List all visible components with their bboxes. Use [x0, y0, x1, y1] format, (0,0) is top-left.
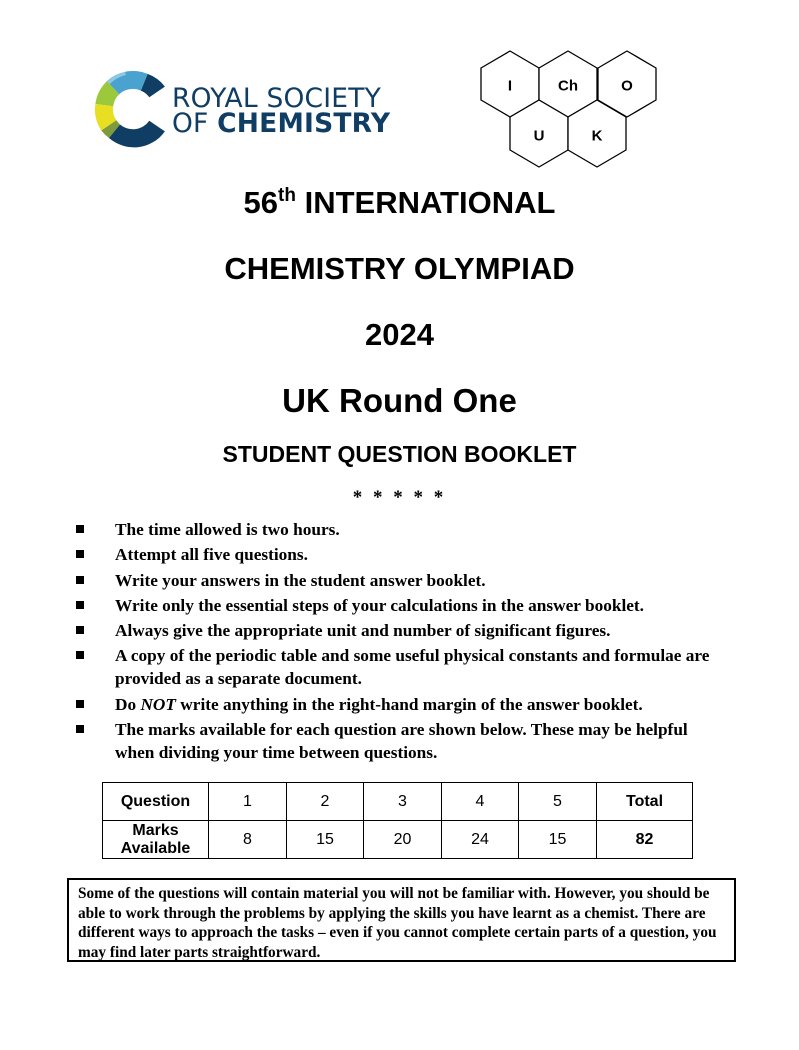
instruction-item	[74, 693, 754, 716]
title-round: UK Round One	[282, 382, 517, 419]
section-separator: * * * * *	[352, 487, 447, 508]
square-bullet-icon	[76, 651, 84, 659]
question-cell: 2	[287, 783, 364, 821]
instruction-text: Write only the essential steps of your calculations in the answer booklet.	[115, 595, 645, 615]
table-row-marks	[103, 821, 693, 859]
instruction-item	[74, 594, 754, 617]
instruction-text-post: write anything in the right-hand margin of the answer booklet.	[175, 694, 643, 714]
note-text: Some of the questions will contain material you will not be familiar with. However, you should be able to work through the problems by applying the skills you have learnt as a chemist. There are different ways to approach the tasks – even if you cannot complete certain parts of a question, you may find later parts straightforward.	[78, 885, 717, 961]
instruction-text: Always give the appropriate unit and number of significant figures.	[115, 621, 611, 641]
title-year: 2024	[365, 317, 434, 352]
hex-label-i: I	[507, 77, 513, 95]
instruction-emphasis: NOT	[140, 694, 176, 714]
marks-label-line2: Available	[120, 839, 191, 857]
question-cell: 3	[364, 783, 442, 821]
title-olympiad: CHEMISTRY OLYMPIAD	[224, 251, 575, 286]
hex-label-o: O	[621, 77, 633, 95]
marks-label-line1: Marks	[132, 821, 179, 839]
question-cell: 5	[519, 783, 597, 821]
square-bullet-icon	[76, 576, 84, 584]
marks-cell: 20	[364, 821, 442, 859]
square-bullet-icon	[76, 626, 84, 634]
instruction-item	[74, 718, 715, 764]
table-row-questions	[103, 783, 693, 821]
row-header-question: Question	[103, 783, 209, 821]
icho-uk-hexagon-logo	[476, 46, 666, 174]
instruction-item	[74, 518, 754, 541]
instruction-text: Write your answers in the student answer booklet.	[115, 570, 486, 590]
hex-label-u: U	[533, 127, 545, 145]
title-international: INTERNATIONAL	[295, 185, 556, 220]
hexagon-grid-icon	[476, 46, 666, 174]
square-bullet-icon	[76, 550, 84, 558]
instruction-text: The time allowed is two hours.	[115, 520, 340, 539]
rsc-name-of: OF	[172, 108, 209, 139]
hex-label-k: K	[591, 127, 603, 145]
instruction-item	[74, 543, 754, 566]
instruction-text: The marks available for each question are shown below. These may be helpful when dividing your time between questions.	[115, 720, 688, 763]
question-cell: 1	[209, 783, 287, 821]
instruction-text-pre: Do	[115, 694, 141, 714]
marks-cell: 8	[209, 821, 287, 859]
rsc-name-line1: ROYAL SOCIETY	[172, 83, 381, 114]
square-bullet-icon	[76, 725, 84, 733]
row-header-marks	[103, 821, 209, 859]
marks-cell: 24	[442, 821, 519, 859]
rsc-c-mark-icon	[95, 66, 173, 152]
square-bullet-icon	[76, 700, 84, 708]
marks-table	[102, 782, 693, 859]
marks-cell: 15	[287, 821, 364, 859]
hex-label-ch: Ch	[558, 77, 578, 95]
title-booklet: STUDENT QUESTION BOOKLET	[222, 441, 577, 467]
instruction-text: A copy of the periodic table and some useful physical constants and formulae are provided as a separate document.	[115, 646, 710, 689]
instruction-item	[74, 569, 754, 592]
instructions-list	[74, 518, 754, 766]
title-edition	[0, 185, 799, 221]
instruction-text: Attempt all five questions.	[115, 545, 308, 565]
rsc-name-line2	[172, 108, 390, 139]
instruction-item	[74, 619, 754, 642]
total-header: Total	[597, 783, 693, 821]
instruction-item	[74, 644, 715, 690]
square-bullet-icon	[76, 525, 84, 533]
marks-cell: 15	[519, 821, 597, 859]
rsc-name-chemistry: CHEMISTRY	[217, 108, 391, 139]
rsc-logo	[95, 66, 391, 152]
edition-ordinal-suffix: th	[278, 185, 296, 206]
square-bullet-icon	[76, 601, 84, 609]
question-cell: 4	[442, 783, 519, 821]
edition-number: 56	[243, 185, 279, 220]
note-box	[67, 878, 736, 962]
total-value: 82	[597, 821, 693, 859]
